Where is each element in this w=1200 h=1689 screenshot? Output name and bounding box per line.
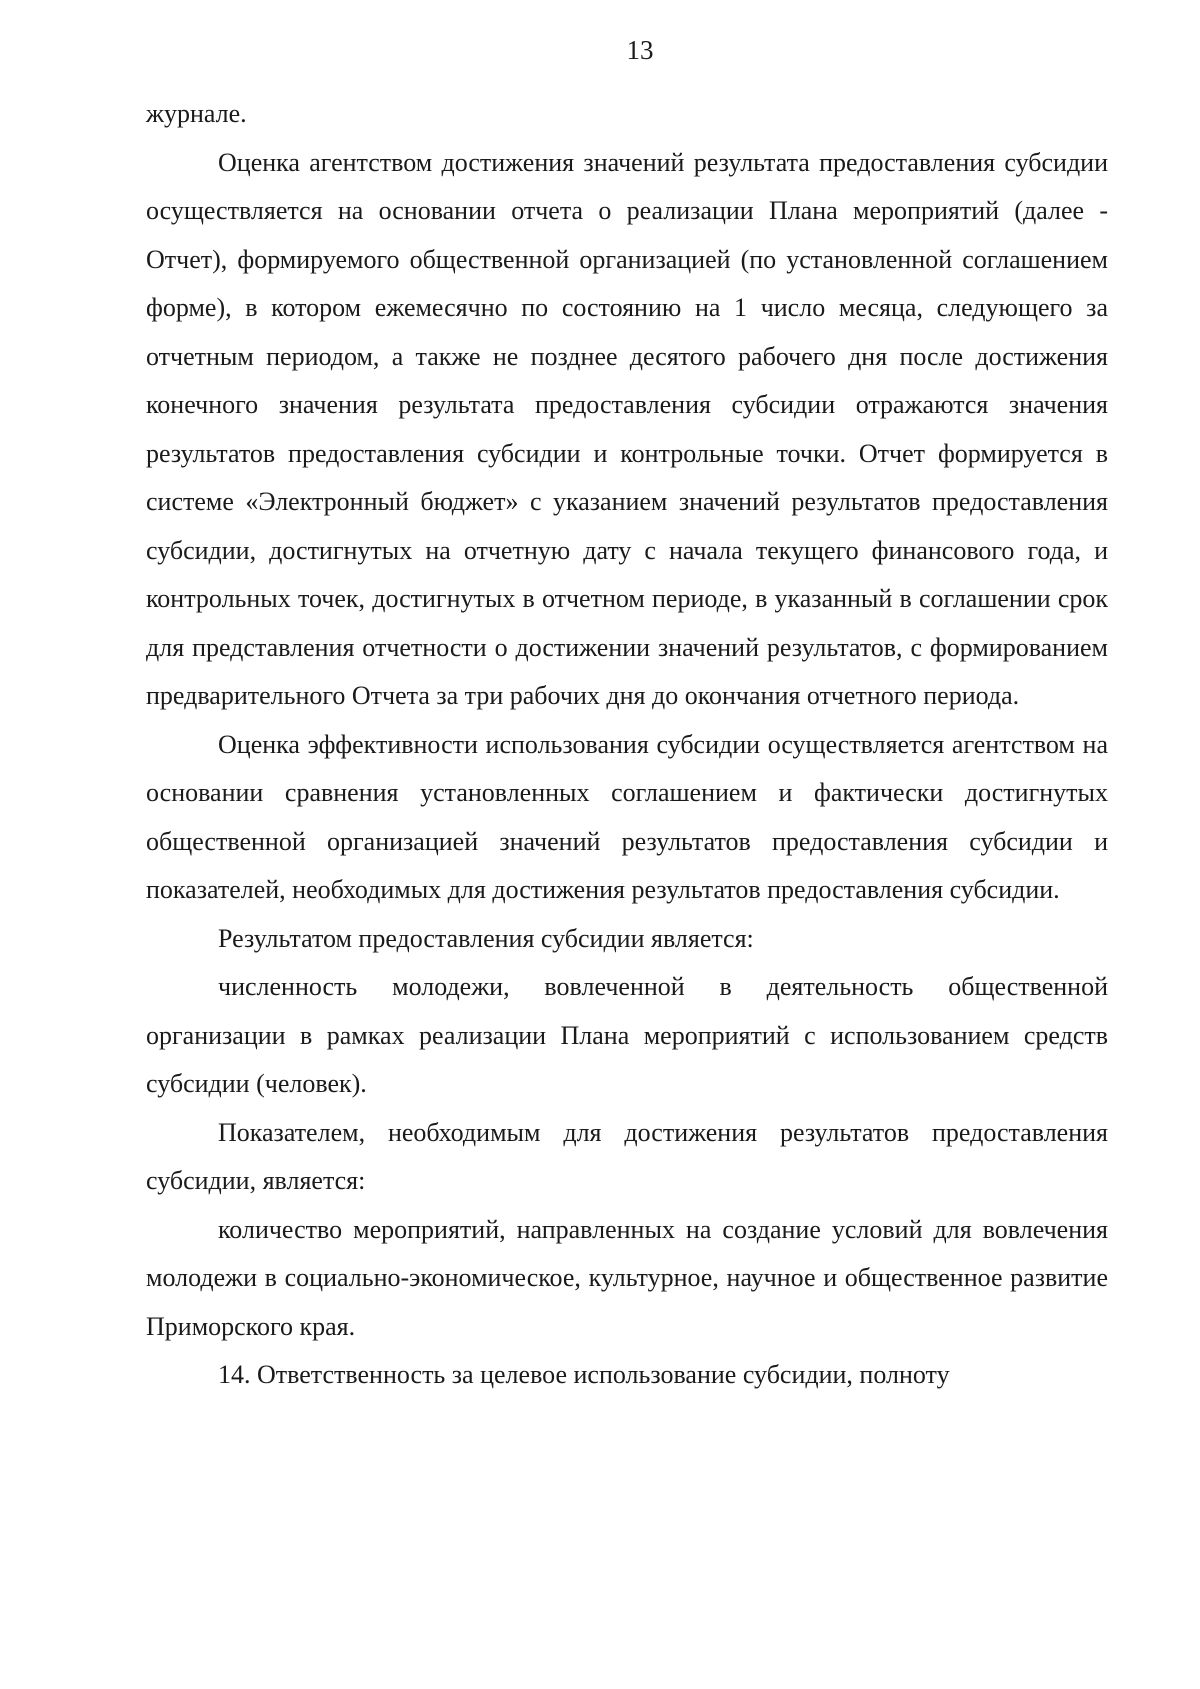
- paragraph-result-value: численность молодежи, вовлеченной в деятельность общественной организации в рамках реализации Плана мероприятий с использованием средств субсидии (человек).: [146, 972, 1108, 1098]
- paragraph-responsibility: 14. Ответственность за целевое использование субсидии, полноту: [218, 1360, 950, 1389]
- paragraph-continuation: журнале.: [146, 99, 247, 128]
- document-body: [146, 90, 1108, 1400]
- paragraph-efficiency-evaluation: Оценка эффективности использования субсидии осуществляется агентством на основании сравнения установленных соглашением и фактически достигнутых общественной организацией значений результатов предоставления субсидии и показателей, необходимых для достижения результатов предоставления субсидии.: [146, 729, 1108, 904]
- paragraph-indicator-heading: Показателем, необходимым для достижения результатов предоставления субсидии, является:: [146, 1117, 1108, 1195]
- paragraph-indicator-value: количество мероприятий, направленных на создание условий для вовлечения молодежи в социально-экономическое, культурное, научное и общественное развитие Приморского края.: [146, 1214, 1108, 1341]
- paragraph-report-evaluation: Оценка агентством достижения значений результата предоставления субсидии осуществляется на основании отчета о реализации Плана мероприятий (далее - Отчет), формируемого общественной организацией (по установленной соглашением форме), в котором ежемесячно по состоянию на 1 число месяца, следующего за отчетным периодом, а также не позднее десятого рабочего дня после достижения конечного значения результата предоставления субсидии отражаются значения результатов предоставления субсидии и контрольные точки. Отчет формируется в системе «Электронный бюджет» с указанием значений результатов предоставления субсидии, достигнутых на отчетную дату с начала текущего финансового года, и контрольных точек, достигнутых в отчетном периоде, в указанный в соглашении срок для представления отчетности о достижении значений результатов, с формированием предварительного Отчета за три рабочих дня до окончания отчетного периода.: [146, 147, 1108, 710]
- page-number: 13: [626, 35, 654, 65]
- paragraph-result-heading: Результатом предоставления субсидии является:: [218, 923, 754, 953]
